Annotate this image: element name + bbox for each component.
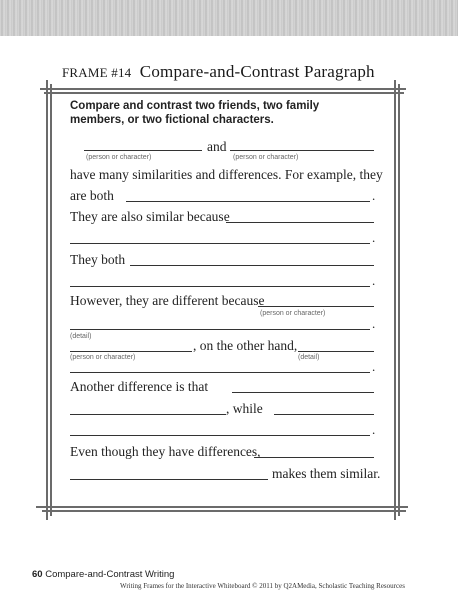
blank-another[interactable]	[232, 392, 374, 393]
frame-top-rule-2	[44, 92, 404, 94]
frame-bottom-rule	[36, 506, 408, 508]
sentence-even-though: Even though they have differences,	[70, 444, 261, 459]
blank-other-hand-2[interactable]	[70, 372, 370, 373]
period-2: .	[372, 230, 376, 245]
period-3: .	[372, 273, 376, 288]
label-person-1: (person or character)	[86, 154, 152, 161]
blank-person-1[interactable]	[84, 150, 202, 151]
label-person-other: (person or character)	[70, 354, 136, 361]
page-number: 60	[32, 569, 43, 580]
period-5: .	[372, 359, 376, 374]
sentence-makes-similar: makes them similar.	[272, 466, 381, 481]
sentence-however: However, they are different because	[70, 293, 265, 308]
label-person-2: (person or character)	[233, 154, 299, 161]
blank-however-person[interactable]	[258, 306, 374, 307]
credit-line: Writing Frames for the Interactive Whiteboard © 2011 by Q2AMedia, Scholastic Teaching Resources	[120, 582, 405, 590]
blank-also-similar-2[interactable]	[70, 243, 370, 244]
word-and: and	[207, 139, 227, 154]
frame-right-rule	[394, 80, 396, 520]
page-title	[62, 62, 402, 82]
title-text: Compare-and-Contrast Paragraph	[139, 62, 375, 81]
label-detail-1: (detail)	[70, 333, 92, 340]
sentence-while: , while	[226, 401, 263, 416]
section-name: Compare-and-Contrast Writing	[45, 569, 175, 580]
scan-border-strip	[0, 0, 458, 36]
sentence-another: Another difference is that	[70, 379, 209, 394]
sentence-they-both: They both	[70, 252, 126, 267]
blank-detail-2[interactable]	[298, 351, 374, 352]
sentence-have-many: have many similarities and differences. For example, they	[70, 167, 383, 182]
blank-are-both[interactable]	[126, 201, 370, 202]
sentence-other-hand: , on the other hand,	[193, 338, 298, 353]
frame-bottom-rule-2	[42, 510, 406, 512]
instructions: Compare and contrast two friends, two family members, or two fictional characters.	[70, 100, 320, 126]
frame-number: FRAME #14	[62, 65, 132, 80]
blank-person-2[interactable]	[230, 150, 374, 151]
blank-also-similar[interactable]	[226, 222, 374, 223]
blank-detail-1[interactable]	[70, 329, 370, 330]
blank-person-other[interactable]	[70, 351, 192, 352]
frame-right-rule-2	[398, 84, 400, 516]
blank-even-though-2[interactable]	[70, 479, 268, 480]
frame-left-rule	[46, 80, 48, 520]
label-detail-2: (detail)	[298, 354, 320, 361]
blank-even-though[interactable]	[254, 457, 374, 458]
page-footer	[32, 569, 174, 580]
label-however-person: (person or character)	[260, 310, 326, 317]
blank-while-2[interactable]	[70, 435, 370, 436]
frame-left-rule-2	[50, 84, 52, 516]
sentence-are-both: are both	[70, 188, 114, 203]
blank-while[interactable]	[274, 414, 374, 415]
frame-top-rule	[40, 88, 406, 90]
blank-they-both-2[interactable]	[70, 286, 370, 287]
period-6: .	[372, 422, 376, 437]
sentence-also-similar: They are also similar because	[70, 209, 230, 224]
blank-another-2[interactable]	[70, 414, 226, 415]
period-1: .	[372, 188, 376, 203]
period-4: .	[372, 316, 376, 331]
blank-they-both[interactable]	[130, 265, 374, 266]
